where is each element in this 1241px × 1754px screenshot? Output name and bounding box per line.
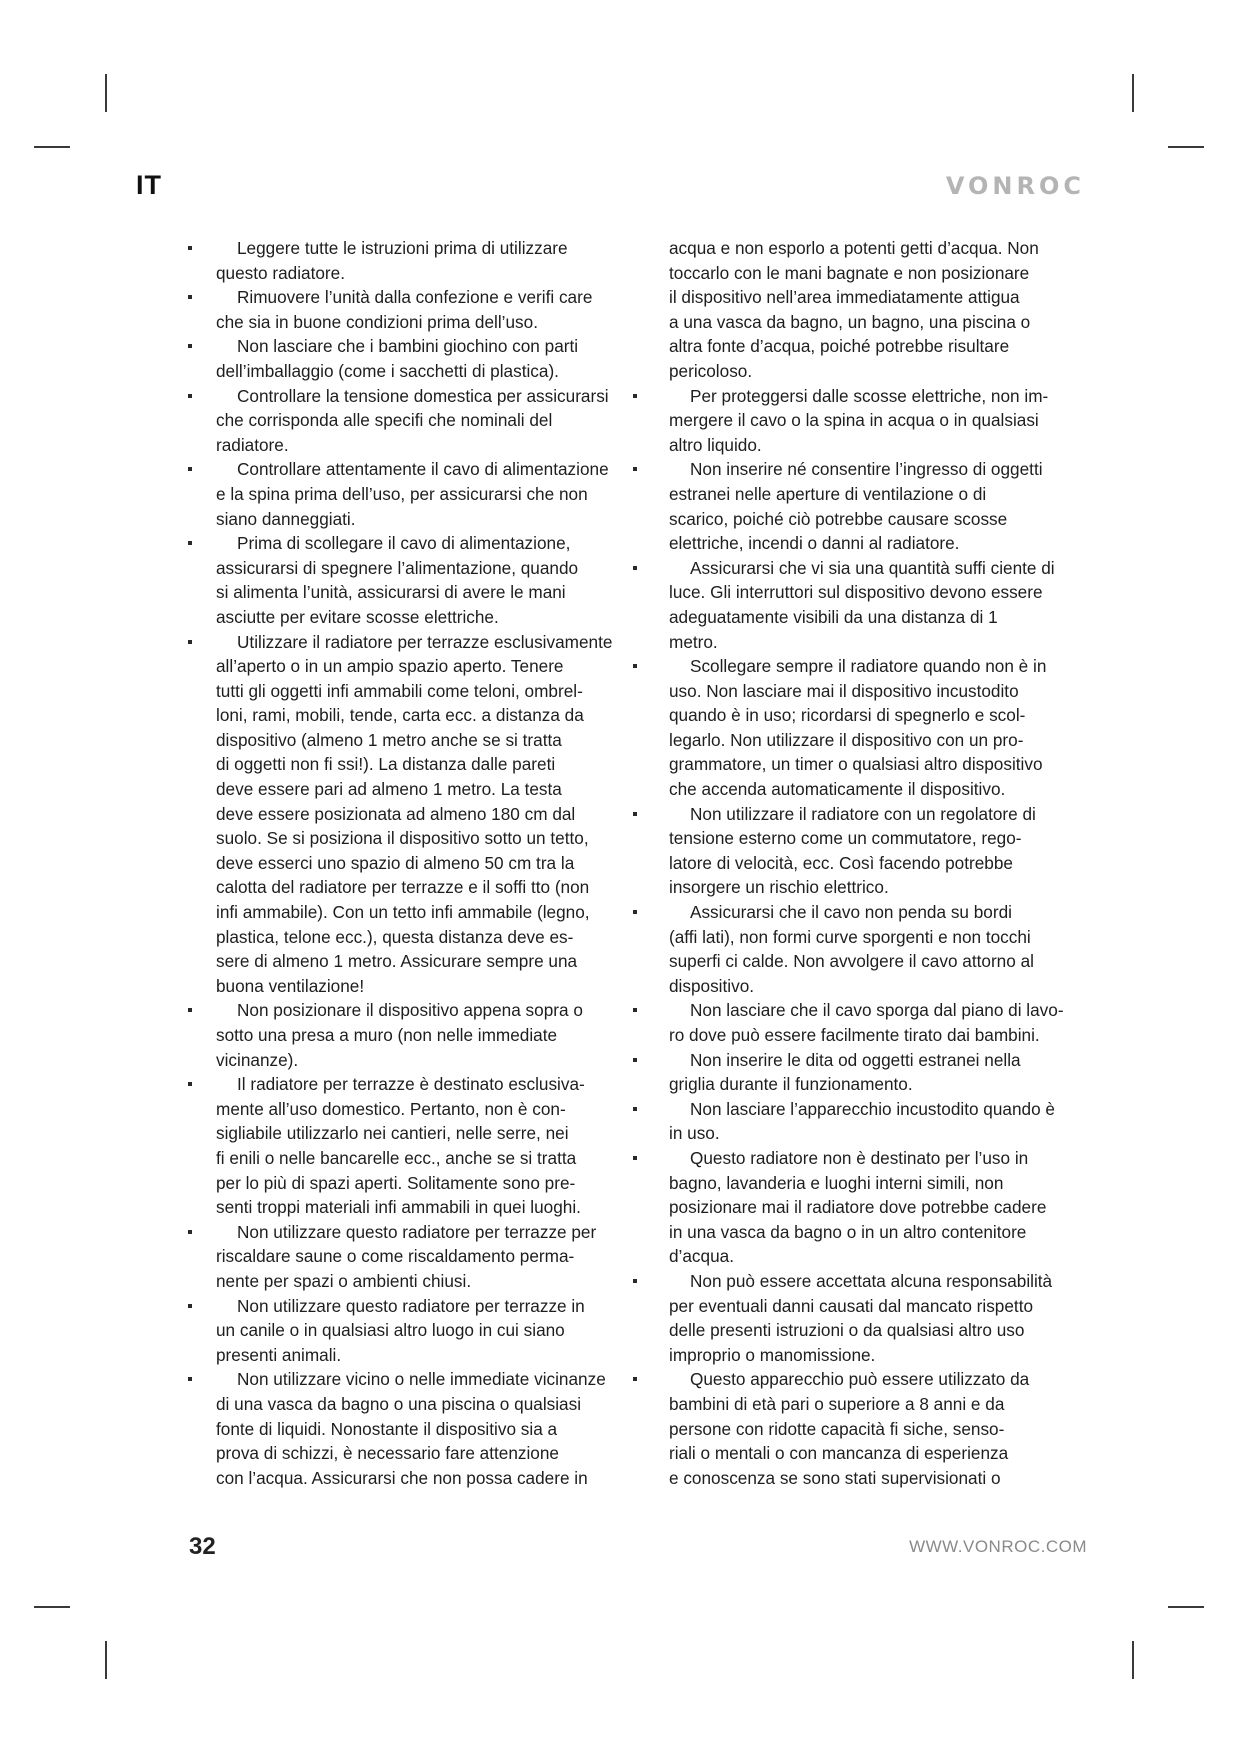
- crop-mark-top-right: [1132, 74, 1134, 112]
- list-item-text: Non può essere accettata alcuna responsabilità per eventuali danni causati dal mancato rispetto delle presenti istruzioni o da qualsiasi altro uso improprio o manomissione.: [669, 1270, 1053, 1365]
- list-item: [642, 1367, 1067, 1490]
- list-item-text: Scollegare sempre il radiatore quando non è in uso. Non lasciare mai il dispositivo incustodito quando è in uso; ricordarsi di spegnerlo e scol- legarlo. Non utilizzare il dispositivo con un pro- grammatore, un timer o qualsiasi altro dispositivo che accenda automaticamente il dispositivo.: [669, 656, 1047, 800]
- list-item-text: Assicurarsi che vi sia una quantità suffi ciente di luce. Gli interruttori sul dispositivo devono essere adeguatamente visibili da una distanza di 1 metro.: [669, 557, 1055, 652]
- list-item-text: Assicurarsi che il cavo non penda su bordi (affi lati), non formi curve sporgenti e non tocchi superfi ci calde. Non avvolgere il cavo attorno al dispositivo.: [669, 902, 1034, 996]
- bullet-icon: [633, 1279, 637, 1283]
- continued-text: acqua e non esporlo a potenti getti d’acqua. Non toccarlo con le mani bagnate e non posizionare il dispositivo nell’area immediatamente attigua a una vasca da bagno, un bagno, una piscina o altra fonte d’acqua, poiché potrebbe risultare pericoloso.: [669, 238, 1039, 381]
- crop-mark-top-left: [105, 74, 107, 112]
- bullet-icon: [633, 1107, 637, 1111]
- crop-mark-bottom-left: [105, 1641, 107, 1679]
- list-item: [642, 457, 1067, 555]
- website-url: WWW.VONROC.COM: [909, 1537, 1087, 1556]
- bullet-icon: [188, 1304, 192, 1308]
- list-item-text: Non utilizzare questo radiatore per terrazze per riscaldare saune o come riscaldamento perma- nente per spazi o ambienti chiusi.: [216, 1221, 597, 1291]
- bullet-icon: [633, 467, 637, 471]
- bullet-icon: [188, 640, 192, 644]
- bullet-icon: [188, 1230, 192, 1234]
- brand-logo: VONROC: [945, 172, 1085, 200]
- page-number: 32: [189, 1533, 216, 1560]
- list-item: [189, 1294, 614, 1368]
- list-item: [189, 531, 614, 629]
- language-code: IT: [136, 170, 162, 200]
- list-item: [189, 285, 614, 334]
- list-item-text: Questo apparecchio può essere utilizzato da bambini di età pari o superiore a 8 anni e da persone con ridotte capacità fi siche, senso- riali o mentali o con mancanza di esperienza e conoscenza se sono stati supervisionati o: [669, 1369, 1030, 1488]
- crop-mark-bottom-left-h: [34, 1606, 70, 1608]
- continued-paragraph: [642, 236, 1067, 384]
- bullet-icon: [633, 812, 637, 816]
- left-column: [189, 236, 614, 1490]
- list-item: [642, 900, 1067, 998]
- list-item: [642, 802, 1067, 900]
- list-item: [642, 1146, 1067, 1269]
- list-item-text: Rimuovere l’unità dalla confezione e verifi care che sia in buone condizioni prima dell’uso.: [216, 287, 593, 332]
- list-item-text: Non lasciare che i bambini giochino con parti dell’imballaggio (come i sacchetti di plastica).: [216, 336, 579, 381]
- bullet-icon: [188, 295, 192, 299]
- list-item-text: Utilizzare il radiatore per terrazze esclusivamente all’aperto o in un ampio spazio aperto. Tenere tutti gli oggetti infi ammabili come teloni, ombrel- loni, rami, mobili, tende, carta ecc. a distanza da dispositivo (almeno 1 metro anche se si tratta di oggetti non fi ssi!). La distanza dalle pareti deve essere pari ad almeno 1 metro. La testa deve essere posizionata ad almeno 180 cm dal suolo. Se si posiziona il dispositivo sotto un tetto, deve esserci uno spazio di almeno 50 cm tra la calotta del radiatore per terrazze e il soffi tto (non infi ammabile). Con un tetto infi ammabile (legno, plastica, telone ecc.), questa distanza deve es- sere di almeno 1 metro. Assicurare sempre una buona ventilazione!: [216, 631, 613, 996]
- list-item-text: Non inserire le dita od oggetti estranei nella griglia durante il funzionamento.: [669, 1049, 1021, 1095]
- crop-mark-top-right-h: [1168, 146, 1204, 148]
- list-item: [189, 1367, 614, 1490]
- crop-mark-bottom-right-h: [1168, 1606, 1204, 1608]
- list-item-text: Non utilizzare il radiatore con un regolatore di tensione esterno come un commutatore, rego- latore di velocità, ecc. Così facendo potrebbe insorgere un rischio elettrico.: [669, 803, 1036, 898]
- list-item-text: Prima di scollegare il cavo di alimentazione, assicurarsi di spegnere l’alimentazione, quando si alimenta l’unità, assicurarsi di avere le mani asciutte per evitare scosse elettriche.: [216, 533, 579, 627]
- list-item-text: Controllare la tensione domestica per assicurarsi che corrisponda alle specifi che nominali del radiatore.: [216, 385, 609, 455]
- bullet-icon: [188, 1082, 192, 1086]
- bullet-icon: [188, 344, 192, 348]
- bullet-icon: [188, 1008, 192, 1012]
- list-item: [642, 654, 1067, 802]
- list-item: [642, 1097, 1067, 1146]
- list-item: [189, 384, 614, 458]
- list-item: [189, 630, 614, 999]
- list-item: [642, 998, 1067, 1047]
- bullet-icon: [188, 1377, 192, 1381]
- list-item-text: Questo radiatore non è destinato per l’uso in bagno, lavanderia e luoghi interni simili, non posizionare mai il radiatore dove potrebbe cadere in una vasca da bagno o in un altro contenitore d’acqua.: [669, 1147, 1047, 1267]
- crop-mark-bottom-right: [1132, 1641, 1134, 1679]
- list-item: [189, 236, 614, 285]
- list-item: [189, 1072, 614, 1220]
- bullet-icon: [188, 246, 192, 250]
- bullet-icon: [633, 566, 637, 570]
- bullet-icon: [188, 541, 192, 545]
- bullet-icon: [633, 1058, 637, 1062]
- list-item: [642, 556, 1067, 654]
- list-item: [189, 457, 614, 531]
- list-item: [642, 1048, 1067, 1097]
- bullet-icon: [633, 1008, 637, 1012]
- list-item-text: Il radiatore per terrazze è destinato esclusiva- mente all’uso domestico. Pertanto, non è con- sigliabile utilizzarlo nei cantieri, nelle serre, nei fi enili o nelle bancarelle ecc., anche se si tratta per lo più di spazi aperti. Solitamente sono pre- senti troppi materiali infi ammabili in quei luoghi.: [216, 1074, 585, 1218]
- list-item: [189, 1220, 614, 1294]
- list-item-text: Per proteggersi dalle scosse elettriche, non im- mergere il cavo o la spina in acqua o in qualsiasi altro liquido.: [669, 385, 1049, 455]
- list-item-text: Non utilizzare vicino o nelle immediate vicinanze di una vasca da bagno o una piscina o qualsiasi fonte di liquidi. Nonostante il dispositivo sia a prova di schizzi, è necessario fare attenzione con l’acqua. Assicurarsi che non possa cadere in: [216, 1369, 606, 1488]
- bullet-icon: [633, 394, 637, 398]
- bullet-icon: [188, 394, 192, 398]
- bullet-icon: [188, 467, 192, 471]
- list-item-text: Leggere tutte le istruzioni prima di utilizzare questo radiatore.: [216, 238, 568, 283]
- list-item-text: Non lasciare l’apparecchio incustodito quando è in uso.: [669, 1098, 1055, 1144]
- bullet-icon: [633, 664, 637, 668]
- list-item-text: Controllare attentamente il cavo di alimentazione e la spina prima dell’uso, per assicurarsi che non siano danneggiati.: [216, 459, 609, 529]
- right-column: [642, 236, 1067, 1490]
- list-item: [189, 998, 614, 1072]
- list-item-text: Non lasciare che il cavo sporga dal piano di lavo- ro dove può essere facilmente tirato dai bambini.: [669, 1000, 1064, 1045]
- bullet-icon: [633, 1156, 637, 1160]
- list-item-text: Non inserire né consentire l’ingresso di oggetti estranei nelle aperture di ventilazione o di scarico, poiché ciò potrebbe causare scosse elettriche, incendi o danni al radiatore.: [669, 459, 1043, 554]
- list-item-text: Non utilizzare questo radiatore per terrazze in un canile o in qualsiasi altro luogo in cui siano presenti animali.: [216, 1295, 585, 1365]
- bullet-icon: [633, 1377, 637, 1381]
- list-item: [642, 1269, 1067, 1367]
- left-bullet-list: [189, 236, 614, 1490]
- crop-mark-top-left-h: [34, 146, 70, 148]
- list-item: [189, 334, 614, 383]
- right-bullet-list: [642, 236, 1067, 1490]
- bullet-icon: [633, 910, 637, 914]
- list-item-text: Non posizionare il dispositivo appena sopra o sotto una presa a muro (non nelle immediate vicinanze).: [216, 1000, 583, 1070]
- list-item: [642, 384, 1067, 458]
